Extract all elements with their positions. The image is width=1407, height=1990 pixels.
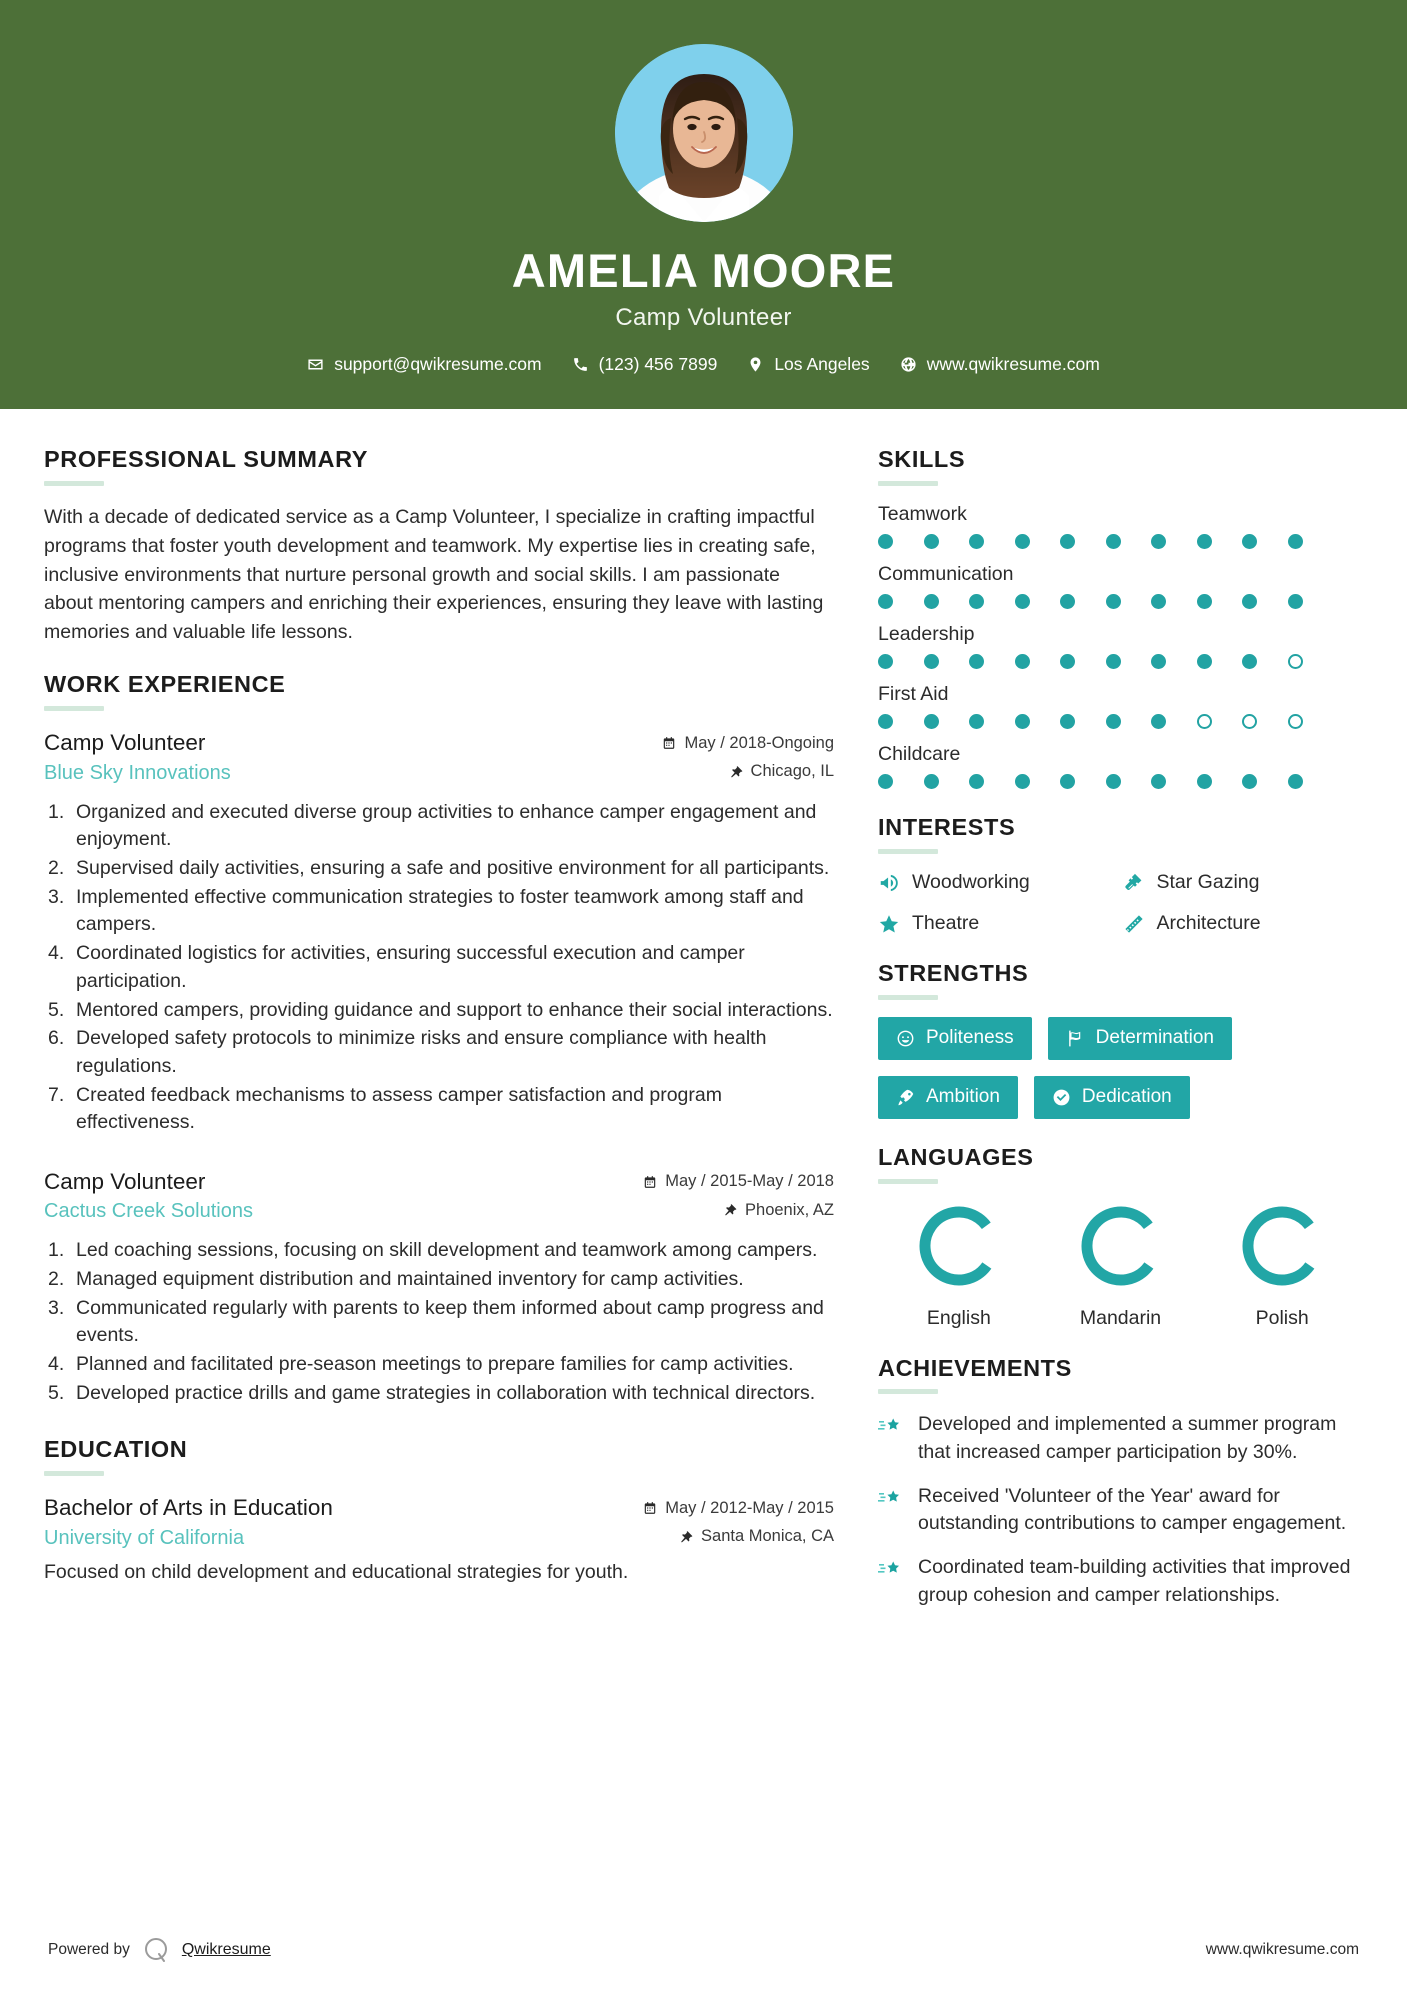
skill-rating bbox=[878, 534, 1363, 549]
education-degree: Bachelor of Arts in Education bbox=[44, 1495, 333, 1521]
skill-name: Teamwork bbox=[878, 503, 967, 526]
skill-dot-filled bbox=[1015, 654, 1030, 669]
skill-dot-filled bbox=[878, 774, 893, 789]
skill-dot-filled bbox=[1106, 774, 1121, 789]
shooting-star-icon bbox=[878, 1557, 904, 1583]
job-organization[interactable]: Cactus Creek Solutions bbox=[44, 1200, 253, 1223]
job-organization[interactable]: Blue Sky Innovations bbox=[44, 761, 231, 784]
job-duty: Developed practice drills and game strategies in collaboration with technical directors. bbox=[76, 1381, 816, 1404]
job-dates bbox=[643, 1172, 834, 1191]
strength-label: Ambition bbox=[926, 1085, 1000, 1107]
job-duty: Mentored campers, providing guidance and support to enhance their social interactions. bbox=[76, 998, 833, 1021]
skill-dot-filled bbox=[1106, 534, 1121, 549]
summary-heading-block bbox=[44, 447, 834, 486]
strength-label: Dedication bbox=[1081, 1085, 1172, 1107]
experience-entry bbox=[44, 728, 834, 1137]
skill-rating bbox=[878, 594, 1363, 609]
strength-chip-dedication bbox=[1034, 1076, 1190, 1119]
skill-dot-empty bbox=[1288, 654, 1303, 669]
section-professional-summary bbox=[44, 447, 834, 646]
languages-heading-block bbox=[878, 1145, 1363, 1184]
skill-dot-filled bbox=[1242, 654, 1257, 669]
skill-dot-filled bbox=[1015, 714, 1030, 729]
pencil-ruler-icon bbox=[1123, 913, 1145, 935]
experience-title-row bbox=[44, 1167, 834, 1197]
section-rule bbox=[878, 1179, 938, 1184]
section-skills bbox=[878, 447, 1363, 789]
job-duty: Organized and executed diverse group activities to enhance camper engagement and enjoyment. bbox=[76, 800, 817, 851]
section-interests bbox=[878, 815, 1363, 935]
left-column bbox=[44, 447, 834, 1916]
powered-by-block bbox=[48, 1936, 271, 1964]
skill-name: Childcare bbox=[878, 743, 961, 766]
section-rule bbox=[878, 481, 938, 486]
section-rule bbox=[44, 481, 104, 486]
contact-phone[interactable] bbox=[572, 354, 718, 375]
calendar-icon bbox=[643, 1501, 657, 1515]
education-location-text: Santa Monica, CA bbox=[701, 1527, 834, 1546]
languages-list bbox=[878, 1201, 1363, 1330]
avatar bbox=[615, 44, 793, 222]
achievement-item bbox=[878, 1483, 1363, 1538]
strengths-list bbox=[878, 1017, 1363, 1119]
star-icon bbox=[878, 913, 900, 935]
education-heading-block bbox=[44, 1437, 834, 1476]
languages-heading: LANGUAGES bbox=[878, 1143, 1034, 1170]
qwikresume-logo-icon bbox=[142, 1936, 170, 1964]
skill-row bbox=[878, 503, 1363, 549]
skill-dot-empty bbox=[1197, 714, 1212, 729]
skill-dot-filled bbox=[1151, 534, 1166, 549]
footer-url[interactable]: www.qwikresume.com bbox=[1205, 1941, 1359, 1958]
skill-dot-filled bbox=[1242, 594, 1257, 609]
interest-item bbox=[878, 912, 1119, 935]
language-item bbox=[1201, 1201, 1363, 1330]
section-education bbox=[44, 1437, 834, 1585]
section-rule bbox=[878, 1389, 938, 1394]
skill-rating bbox=[878, 714, 1363, 729]
education-school-row bbox=[44, 1524, 834, 1552]
skill-dot-filled bbox=[924, 534, 939, 549]
check-circle-icon bbox=[1052, 1088, 1071, 1107]
skills-list bbox=[878, 503, 1363, 789]
skill-dot-filled bbox=[1197, 594, 1212, 609]
job-duty: Coordinated logistics for activities, ensuring successful execution and camper participation. bbox=[76, 942, 745, 992]
strength-chip-ambition bbox=[878, 1076, 1018, 1119]
smiley-icon bbox=[896, 1029, 915, 1048]
skill-dot-filled bbox=[1060, 534, 1075, 549]
page-title: AMELIA MOORE bbox=[511, 244, 896, 297]
achievement-text: Received 'Volunteer of the Year' award for outstanding contributions to camper engagement. bbox=[918, 1484, 1347, 1535]
contact-website[interactable] bbox=[900, 354, 1100, 375]
skill-dot-filled bbox=[969, 594, 984, 609]
strength-label: Determination bbox=[1095, 1026, 1214, 1048]
section-languages bbox=[878, 1145, 1363, 1330]
education-heading: EDUCATION bbox=[44, 1436, 188, 1463]
achievement-item bbox=[878, 1411, 1363, 1466]
skill-dot-filled bbox=[1288, 774, 1303, 789]
pushpin-icon bbox=[729, 765, 743, 779]
skill-dot-filled bbox=[1288, 594, 1303, 609]
skill-name: First Aid bbox=[878, 683, 949, 706]
job-duty: Developed safety protocols to minimize risks and ensure compliance with health regulations. bbox=[76, 1027, 767, 1077]
map-pin-icon bbox=[747, 356, 764, 373]
education-school[interactable]: University of California bbox=[44, 1526, 245, 1549]
interest-label: Theatre bbox=[912, 912, 980, 935]
skill-dot-filled bbox=[1015, 774, 1030, 789]
skill-dot-filled bbox=[1015, 534, 1030, 549]
skill-dot-filled bbox=[924, 654, 939, 669]
interests-heading: INTERESTS bbox=[878, 814, 1016, 841]
job-duty: Communicated regularly with parents to keep them informed about camp progress and events. bbox=[76, 1296, 824, 1347]
job-location bbox=[723, 1201, 834, 1220]
megaphone-icon bbox=[878, 872, 900, 894]
section-rule bbox=[44, 1471, 104, 1476]
shooting-star-icon bbox=[878, 1486, 904, 1512]
education-description: Focused on child development and educational strategies for youth. bbox=[44, 1560, 629, 1583]
job-title: Camp Volunteer bbox=[615, 304, 792, 332]
contact-location[interactable] bbox=[747, 354, 869, 375]
qwikresume-link[interactable]: Qwikresume bbox=[181, 1941, 271, 1958]
job-position: Camp Volunteer bbox=[44, 730, 206, 756]
skill-dot-filled bbox=[969, 774, 984, 789]
language-progress-ring bbox=[914, 1201, 1004, 1291]
contact-bar bbox=[307, 354, 1100, 375]
skill-dot-filled bbox=[878, 594, 893, 609]
summary-heading: PROFESSIONAL SUMMARY bbox=[44, 446, 369, 473]
experience-org-row bbox=[44, 759, 834, 787]
interest-item bbox=[1123, 871, 1364, 894]
language-item bbox=[878, 1201, 1040, 1330]
skill-dot-filled bbox=[1060, 594, 1075, 609]
skill-dot-filled bbox=[1197, 774, 1212, 789]
job-location bbox=[729, 762, 834, 781]
skill-dot-filled bbox=[1151, 714, 1166, 729]
job-duty: Managed equipment distribution and maintained inventory for camp activities. bbox=[76, 1268, 744, 1290]
interest-label: Woodworking bbox=[912, 871, 1030, 894]
job-duty: Implemented effective communication strategies to foster teamwork among staff and campers. bbox=[76, 885, 804, 936]
job-location-text: Phoenix, AZ bbox=[745, 1200, 834, 1219]
skill-dot-filled bbox=[924, 714, 939, 729]
skill-dot-filled bbox=[1106, 654, 1121, 669]
strength-chip-politeness bbox=[878, 1017, 1032, 1060]
education-degree-row bbox=[44, 1493, 834, 1523]
skill-rating bbox=[878, 774, 1363, 789]
job-dates-text: May / 2015-May / 2018 bbox=[665, 1172, 834, 1191]
phone-icon bbox=[572, 356, 589, 373]
skill-row bbox=[878, 683, 1363, 729]
contact-email-text: support@qwikresume.com bbox=[334, 354, 542, 375]
resume-header bbox=[0, 0, 1407, 409]
experience-heading-block bbox=[44, 672, 834, 711]
skill-dot-filled bbox=[924, 774, 939, 789]
job-location-text: Chicago, IL bbox=[750, 762, 834, 781]
skill-dot-filled bbox=[969, 534, 984, 549]
job-dates-text: May / 2018-Ongoing bbox=[684, 733, 834, 752]
job-duty: Supervised daily activities, ensuring a safe and positive environment for all participants. bbox=[76, 857, 830, 880]
strength-label: Politeness bbox=[926, 1026, 1014, 1048]
envelope-icon bbox=[307, 356, 324, 373]
skill-dot-empty bbox=[1288, 714, 1303, 729]
skill-dot-filled bbox=[1151, 654, 1166, 669]
interest-label: Architecture bbox=[1156, 912, 1261, 935]
job-duty-list bbox=[44, 1237, 834, 1407]
section-work-experience bbox=[44, 672, 834, 1407]
skill-dot-filled bbox=[969, 714, 984, 729]
rocket-icon bbox=[896, 1088, 915, 1107]
pushpin-icon bbox=[723, 1203, 737, 1217]
education-dates-text: May / 2012-May / 2015 bbox=[665, 1498, 834, 1517]
job-duty: Created feedback mechanisms to assess camper satisfaction and program effectiveness. bbox=[76, 1083, 722, 1134]
language-progress-ring bbox=[1237, 1201, 1327, 1291]
skill-rating bbox=[878, 654, 1363, 669]
skill-dot-filled bbox=[1242, 534, 1257, 549]
flag-icon bbox=[1066, 1029, 1085, 1048]
strength-chip-determination bbox=[1048, 1017, 1232, 1060]
skill-dot-filled bbox=[1106, 714, 1121, 729]
skill-dot-filled bbox=[1060, 654, 1075, 669]
achievement-text: Developed and implemented a summer program that increased camper participation by 30%. bbox=[918, 1413, 1337, 1464]
skill-dot-filled bbox=[1242, 774, 1257, 789]
skill-dot-filled bbox=[1197, 534, 1212, 549]
skill-row bbox=[878, 563, 1363, 609]
section-strengths bbox=[878, 961, 1363, 1119]
right-column bbox=[878, 447, 1363, 1916]
education-entry bbox=[44, 1493, 834, 1586]
skills-heading-block bbox=[878, 447, 1363, 486]
shooting-star-icon bbox=[878, 1414, 904, 1440]
experience-entry bbox=[44, 1167, 834, 1408]
skill-dot-filled bbox=[1060, 714, 1075, 729]
skill-dot-filled bbox=[1197, 654, 1212, 669]
skill-dot-filled bbox=[1151, 774, 1166, 789]
job-duty-list bbox=[44, 799, 834, 1137]
job-dates bbox=[662, 734, 834, 753]
language-item bbox=[1040, 1201, 1202, 1330]
language-name: English bbox=[926, 1306, 991, 1329]
contact-location-text: Los Angeles bbox=[774, 354, 870, 375]
powered-by-label: Powered by bbox=[48, 1941, 130, 1958]
contact-email[interactable] bbox=[307, 354, 541, 375]
language-progress-ring bbox=[1076, 1201, 1166, 1291]
achievement-text: Coordinated team-building activities that improved group cohesion and camper relationships. bbox=[918, 1556, 1351, 1606]
contact-website-text: www.qwikresume.com bbox=[926, 354, 1100, 375]
experience-org-row bbox=[44, 1197, 834, 1225]
pushpin-icon bbox=[679, 1530, 693, 1544]
skill-dot-filled bbox=[878, 534, 893, 549]
interest-label: Star Gazing bbox=[1156, 871, 1260, 894]
interests-grid bbox=[878, 871, 1363, 935]
contact-phone-text: (123) 456 7899 bbox=[598, 354, 718, 375]
skill-dot-filled bbox=[1151, 594, 1166, 609]
skill-dot-filled bbox=[969, 654, 984, 669]
section-rule bbox=[878, 995, 938, 1000]
skill-name: Leadership bbox=[878, 623, 975, 646]
skill-dot-filled bbox=[878, 714, 893, 729]
experience-title-row bbox=[44, 728, 834, 758]
calendar-icon bbox=[662, 736, 676, 750]
skill-dot-filled bbox=[924, 594, 939, 609]
job-duty: Led coaching sessions, focusing on skill development and teamwork among campers. bbox=[76, 1239, 818, 1262]
job-duty: Planned and facilitated pre-season meetings to prepare families for camp activities. bbox=[76, 1353, 794, 1376]
skill-row bbox=[878, 623, 1363, 669]
skill-dot-filled bbox=[1288, 534, 1303, 549]
language-name: Mandarin bbox=[1079, 1306, 1162, 1329]
interest-item bbox=[1123, 912, 1364, 935]
hammer-icon bbox=[1123, 872, 1145, 894]
job-position: Camp Volunteer bbox=[44, 1168, 206, 1194]
globe-icon bbox=[900, 356, 917, 373]
skill-dot-filled bbox=[878, 654, 893, 669]
skill-row bbox=[878, 743, 1363, 789]
resume-body bbox=[0, 409, 1407, 1916]
skill-dot-filled bbox=[1106, 594, 1121, 609]
summary-text: With a decade of dedicated service as a Camp Volunteer, I specialize in crafting impactful programs that foster youth development and teamwork. My expertise lies in creating safe, inclusive environments that nurture personal growth and social skills. I am passionate about mentoring campers and enriching their experiences, ensuring they leave with lasting memories and valuable life lessons. bbox=[44, 506, 824, 643]
calendar-icon bbox=[643, 1175, 657, 1189]
experience-heading: WORK EXPERIENCE bbox=[44, 671, 286, 698]
section-achievements bbox=[878, 1356, 1363, 1610]
strengths-heading-block bbox=[878, 961, 1363, 1000]
skill-dot-filled bbox=[1060, 774, 1075, 789]
section-rule bbox=[44, 706, 104, 711]
interests-heading-block bbox=[878, 815, 1363, 854]
interest-item bbox=[878, 871, 1119, 894]
achievement-item bbox=[878, 1554, 1363, 1609]
skill-dot-filled bbox=[1015, 594, 1030, 609]
language-name: Polish bbox=[1255, 1306, 1309, 1329]
education-dates bbox=[643, 1499, 834, 1518]
achievements-heading: ACHIEVEMENTS bbox=[878, 1354, 1072, 1381]
resume-footer bbox=[0, 1916, 1407, 1990]
skill-name: Communication bbox=[878, 563, 1014, 586]
strengths-heading: STRENGTHS bbox=[878, 960, 1029, 987]
section-rule bbox=[878, 849, 938, 854]
education-location bbox=[679, 1527, 834, 1546]
skills-heading: SKILLS bbox=[878, 446, 966, 473]
skill-dot-empty bbox=[1242, 714, 1257, 729]
achievements-heading-block bbox=[878, 1356, 1363, 1395]
